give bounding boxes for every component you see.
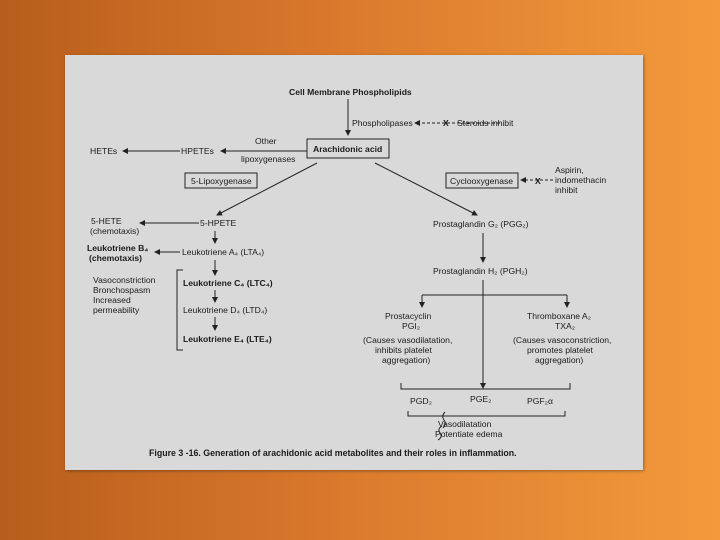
ltb4-label: Leukotriene B₄ bbox=[87, 243, 149, 253]
lte4-label: Leukotriene E₄ (LTE₄) bbox=[183, 334, 272, 344]
cyclooxygenase-label: Cyclooxygenase bbox=[450, 176, 514, 186]
txa2-effect-line3: aggregation) bbox=[535, 355, 584, 365]
steroids-block-x: X bbox=[443, 118, 449, 128]
other-lipoxygenases-line2: lipoxygenases bbox=[241, 154, 296, 164]
prostacyclin-label: Prostacyclin bbox=[385, 311, 432, 321]
lipoxygenase-5-label: 5-Lipoxygenase bbox=[191, 176, 252, 186]
arrow-arachidonic-to-5hpete bbox=[217, 163, 317, 215]
ltd4-label: Leukotriene D₄ (LTD₄) bbox=[183, 305, 268, 315]
txa2-label: TXA₂ bbox=[555, 321, 576, 331]
lta4-label: Leukotriene A₄ (LTA₄) bbox=[182, 247, 265, 257]
aspirin-label-line2: indomethacin bbox=[555, 175, 607, 185]
pgf2a-label: PGF₂α bbox=[527, 396, 553, 406]
ltc4-label: Leukotriene C₄ (LTC₄) bbox=[183, 278, 273, 288]
prostaglandins-bracket bbox=[401, 383, 570, 389]
arachidonic-acid-label: Arachidonic acid bbox=[313, 144, 383, 154]
pgi2-effect-line1: (Causes vasodilatation, bbox=[363, 335, 453, 345]
other-lipoxygenases-line1: Other bbox=[255, 136, 277, 146]
effects-line1: Vasoconstriction bbox=[93, 275, 156, 285]
arachidonic-acid-pathway-diagram bbox=[65, 55, 643, 470]
pgd2-label: PGD₂ bbox=[410, 396, 432, 406]
prostaglandins-lower-bracket bbox=[408, 411, 565, 416]
hete-5-chemotaxis: (chemotaxis) bbox=[90, 226, 140, 236]
steroids-inhibit-label: Steroids inhibit bbox=[457, 118, 514, 128]
effects-line4: permeability bbox=[93, 305, 140, 315]
pge2-label: PGE₂ bbox=[470, 394, 492, 404]
scanned-figure bbox=[65, 55, 643, 470]
figure-caption: Figure 3 -16. Generation of arachidonic acid metabolites and their roles in inflammation. bbox=[149, 448, 517, 458]
pgh2-label: Prostaglandin H₂ (PGH₂) bbox=[433, 266, 528, 276]
hpete-5-label: 5-HPETE bbox=[200, 218, 237, 228]
vasodilatation-label: Vasodilatation bbox=[438, 419, 492, 429]
thromboxane-label: Thromboxane A₂ bbox=[527, 311, 592, 321]
pgi2-label: PGI₂ bbox=[402, 321, 421, 331]
aspirin-block-x: X bbox=[535, 176, 541, 186]
arrow-arachidonic-to-pgg2 bbox=[375, 163, 477, 215]
effects-line2: Bronchospasm bbox=[93, 285, 151, 295]
aspirin-label-line1: Aspirin, bbox=[555, 165, 584, 175]
phospholipids-label: Cell Membrane Phospholipids bbox=[289, 87, 412, 97]
txa2-effect-line1: (Causes vasoconstriction, bbox=[513, 335, 612, 345]
pgi2-effect-line3: aggregation) bbox=[382, 355, 431, 365]
aspirin-label-line3: inhibit bbox=[555, 185, 578, 195]
potentiate-edema-label: Potentiate edema bbox=[435, 429, 503, 439]
ltb4-chemotaxis: (chemotaxis) bbox=[89, 253, 143, 263]
pgg2-label: Prostaglandin G₂ (PGG₂) bbox=[433, 219, 529, 229]
hete-5-label: 5-HETE bbox=[91, 216, 122, 226]
pgi2-effect-line2: inhibits platelet bbox=[375, 345, 432, 355]
txa2-effect-line2: promotes platelet bbox=[527, 345, 593, 355]
effects-line3: Increased bbox=[93, 295, 131, 305]
phospholipases-label: Phospholipases bbox=[352, 118, 413, 128]
hpetes-label: HPETEs bbox=[181, 146, 214, 156]
hetes-label: HETEs bbox=[90, 146, 118, 156]
